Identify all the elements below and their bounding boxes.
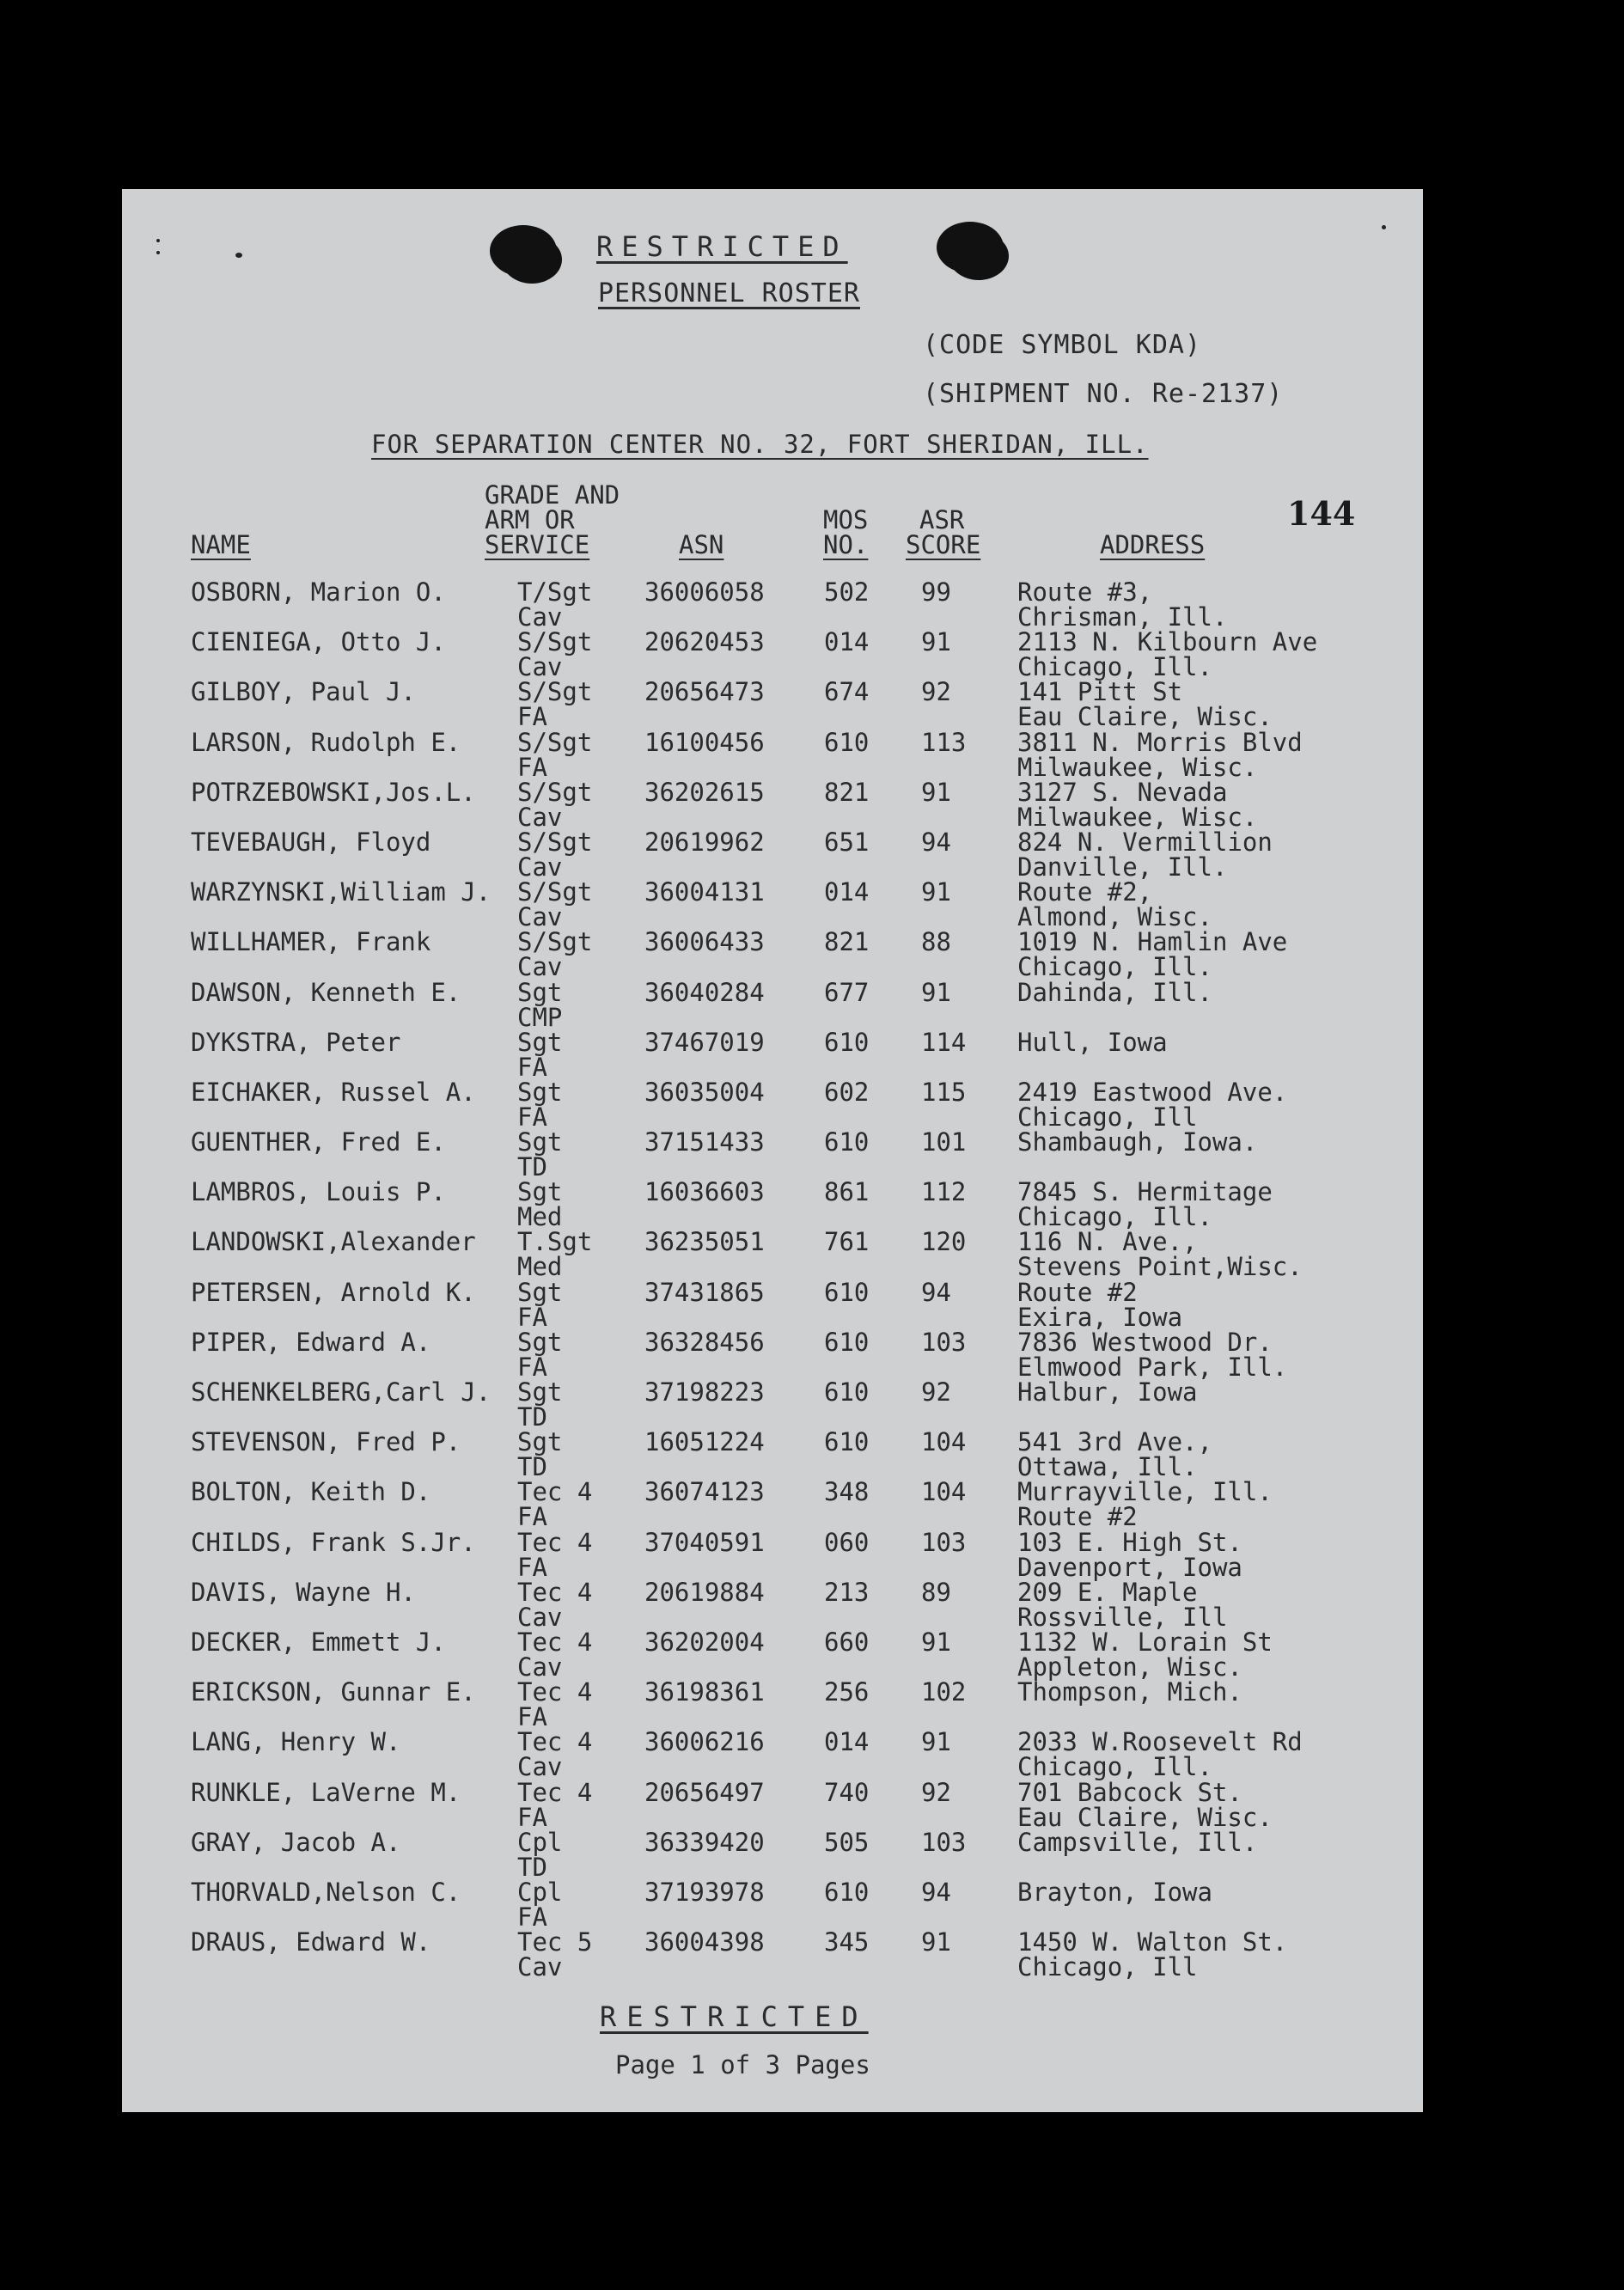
mos-number: 610 xyxy=(824,1027,870,1057)
address-line-2: Almond, Wisc. xyxy=(1017,902,1212,932)
mos-number: 861 xyxy=(824,1177,870,1207)
speck xyxy=(235,253,242,258)
arm-or-service: FA xyxy=(517,702,547,732)
roster-table xyxy=(122,577,1423,1982)
address-line-1: 2419 Eastwood Ave. xyxy=(1017,1077,1288,1107)
arm-or-service: Cav xyxy=(517,1752,563,1782)
mos-number: 740 xyxy=(824,1777,870,1807)
army-serial-number: 36040284 xyxy=(644,977,765,1007)
mos-number: 348 xyxy=(824,1477,870,1507)
arm-or-service: Cav xyxy=(517,652,563,682)
asr-score: 115 xyxy=(921,1077,967,1107)
table-row xyxy=(122,777,1423,832)
address-line-1: Halbur, Iowa xyxy=(1017,1377,1198,1407)
person-name: PETERSEN, Arnold K. xyxy=(191,1277,476,1307)
asr-score: 91 xyxy=(921,1927,951,1957)
address-line-2: Chicago, Ill xyxy=(1017,1952,1198,1982)
classification-top: RESTRICTED xyxy=(596,230,848,263)
document-page xyxy=(122,189,1423,2112)
address-line-1: Brayton, Iowa xyxy=(1017,1877,1212,1907)
arm-or-service: Cav xyxy=(517,802,563,832)
arm-or-service: TD xyxy=(517,1402,547,1432)
asr-score: 104 xyxy=(921,1477,967,1507)
person-name: GUENTHER, Fred E. xyxy=(191,1127,446,1157)
mos-number: 505 xyxy=(824,1827,870,1857)
table-row xyxy=(122,977,1423,1032)
asr-score: 91 xyxy=(921,627,951,657)
col-header-mos-2: NO. xyxy=(823,530,869,559)
person-name: THORVALD,Nelson C. xyxy=(191,1877,461,1907)
grade: Tec 4 xyxy=(517,1627,593,1657)
table-row xyxy=(122,1527,1423,1582)
arm-or-service: Cav xyxy=(517,852,563,882)
arm-or-service: Cav xyxy=(517,602,563,632)
asr-score: 120 xyxy=(921,1227,967,1257)
person-name: POTRZEBOWSKI,Jos.L. xyxy=(191,777,476,807)
grade: Tec 4 xyxy=(517,1677,593,1707)
person-name: CIENIEGA, Otto J. xyxy=(191,627,446,657)
army-serial-number: 20619962 xyxy=(644,827,765,857)
person-name: GRAY, Jacob A. xyxy=(191,1827,401,1857)
asr-score: 103 xyxy=(921,1327,967,1357)
mos-number: 610 xyxy=(824,1327,870,1357)
grade: S/Sgt xyxy=(517,627,593,657)
grade: T.Sgt xyxy=(517,1227,593,1257)
address-line-2: Chrisman, Ill. xyxy=(1017,602,1228,632)
address-line-1: 541 3rd Ave., xyxy=(1017,1427,1212,1457)
table-row xyxy=(122,1827,1423,1882)
col-header-mos-1: MOS xyxy=(823,505,869,534)
address-line-2: Rossville, Ill xyxy=(1017,1602,1228,1632)
grade: Tec 4 xyxy=(517,1777,593,1807)
person-name: LARSON, Rudolph E. xyxy=(191,727,461,757)
address-line-1: Thompson, Mich. xyxy=(1017,1677,1242,1707)
person-name: WARZYNSKI,William J. xyxy=(191,877,491,907)
army-serial-number: 20620453 xyxy=(644,627,765,657)
asr-score: 103 xyxy=(921,1827,967,1857)
asr-score: 92 xyxy=(921,677,951,707)
person-name: STEVENSON, Fred P. xyxy=(191,1427,461,1457)
person-name: WILLHAMER, Frank xyxy=(191,927,431,957)
address-line-1: Campsville, Ill. xyxy=(1017,1827,1258,1857)
mos-number: 761 xyxy=(824,1227,870,1257)
table-row xyxy=(122,1177,1423,1232)
army-serial-number: 16036603 xyxy=(644,1177,765,1207)
grade: Sgt xyxy=(517,1027,563,1057)
asr-score: 92 xyxy=(921,1377,951,1407)
address-line-1: 103 E. High St. xyxy=(1017,1527,1242,1557)
person-name: DYKSTRA, Peter xyxy=(191,1027,401,1057)
army-serial-number: 20619884 xyxy=(644,1577,765,1607)
mos-number: 660 xyxy=(824,1627,870,1657)
person-name: EICHAKER, Russel A. xyxy=(191,1077,476,1107)
address-line-2: Eau Claire, Wisc. xyxy=(1017,1802,1273,1832)
table-row xyxy=(122,1577,1423,1632)
address-line-1: 116 N. Ave., xyxy=(1017,1227,1198,1257)
address-line-2: Stevens Point,Wisc. xyxy=(1017,1252,1303,1282)
page-info: Page 1 of 3 Pages xyxy=(615,2050,870,2079)
army-serial-number: 36004131 xyxy=(644,877,765,907)
arm-or-service: Cav xyxy=(517,902,563,932)
address-line-2: Milwaukee, Wisc. xyxy=(1017,802,1258,832)
table-row xyxy=(122,1427,1423,1482)
arm-or-service: TD xyxy=(517,1852,547,1882)
grade: S/Sgt xyxy=(517,877,593,907)
army-serial-number: 36198361 xyxy=(644,1677,765,1707)
person-name: RUNKLE, LaVerne M. xyxy=(191,1777,461,1807)
arm-or-service: FA xyxy=(517,752,547,782)
army-serial-number: 36202004 xyxy=(644,1627,765,1657)
person-name: CHILDS, Frank S.Jr. xyxy=(191,1527,476,1557)
army-serial-number: 36339420 xyxy=(644,1827,765,1857)
address-line-2: Chicago, Ill. xyxy=(1017,1202,1212,1232)
speck xyxy=(156,239,160,242)
col-header-grade-3: SERVICE xyxy=(485,530,590,559)
person-name: SCHENKELBERG,Carl J. xyxy=(191,1377,491,1407)
address-line-1: 2113 N. Kilbourn Ave xyxy=(1017,627,1318,657)
arm-or-service: FA xyxy=(517,1302,547,1332)
asr-score: 94 xyxy=(921,1277,951,1307)
asr-score: 91 xyxy=(921,877,951,907)
table-row xyxy=(122,577,1423,632)
army-serial-number: 37467019 xyxy=(644,1027,765,1057)
army-serial-number: 16100456 xyxy=(644,727,765,757)
asr-score: 103 xyxy=(921,1527,967,1557)
army-serial-number: 36004398 xyxy=(644,1927,765,1957)
address-line-1: 824 N. Vermillion xyxy=(1017,827,1273,857)
arm-or-service: FA xyxy=(517,1802,547,1832)
army-serial-number: 37151433 xyxy=(644,1127,765,1157)
grade: S/Sgt xyxy=(517,827,593,857)
address-line-1: 141 Pitt St xyxy=(1017,677,1183,707)
mos-number: 345 xyxy=(824,1927,870,1957)
asr-score: 102 xyxy=(921,1677,967,1707)
col-header-grade-2: ARM OR xyxy=(485,505,575,534)
grade: Sgt xyxy=(517,1127,563,1157)
table-row xyxy=(122,677,1423,732)
table-row xyxy=(122,727,1423,782)
address-line-2: Eau Claire, Wisc. xyxy=(1017,702,1273,732)
asr-score: 112 xyxy=(921,1177,967,1207)
grade: Tec 4 xyxy=(517,1477,593,1507)
army-serial-number: 36202615 xyxy=(644,777,765,807)
mos-number: 610 xyxy=(824,1377,870,1407)
grade: Cpl xyxy=(517,1877,563,1907)
army-serial-number: 37198223 xyxy=(644,1377,765,1407)
address-line-2: Exira, Iowa xyxy=(1017,1302,1183,1332)
grade: S/Sgt xyxy=(517,727,593,757)
table-row xyxy=(122,1727,1423,1782)
person-name: ERICKSON, Gunnar E. xyxy=(191,1677,476,1707)
arm-or-service: Cav xyxy=(517,952,563,982)
address-line-2: Davenport, Iowa xyxy=(1017,1552,1242,1582)
army-serial-number: 36074123 xyxy=(644,1477,765,1507)
person-name: TEVEBAUGH, Floyd xyxy=(191,827,431,857)
arm-or-service: TD xyxy=(517,1152,547,1182)
arm-or-service: Med xyxy=(517,1202,563,1232)
person-name: BOLTON, Keith D. xyxy=(191,1477,431,1507)
arm-or-service: Med xyxy=(517,1252,563,1282)
table-row xyxy=(122,1327,1423,1382)
address-line-1: 1450 W. Walton St. xyxy=(1017,1927,1288,1957)
table-row xyxy=(122,877,1423,932)
grade: Tec 5 xyxy=(517,1927,593,1957)
army-serial-number: 37040591 xyxy=(644,1527,765,1557)
arm-or-service: FA xyxy=(517,1052,547,1082)
address-line-1: 209 E. Maple xyxy=(1017,1577,1198,1607)
mos-number: 610 xyxy=(824,1427,870,1457)
address-line-1: 7845 S. Hermitage xyxy=(1017,1177,1273,1207)
asr-score: 113 xyxy=(921,727,967,757)
col-header-name: NAME xyxy=(191,530,251,559)
address-line-1: 7836 Westwood Dr. xyxy=(1017,1327,1273,1357)
col-header-grade-1: GRADE AND xyxy=(485,480,620,510)
grade: S/Sgt xyxy=(517,677,593,707)
mos-number: 256 xyxy=(824,1677,870,1707)
grade: Sgt xyxy=(517,1277,563,1307)
address-line-1: Route #2 xyxy=(1017,1277,1138,1307)
person-name: DAVIS, Wayne H. xyxy=(191,1577,416,1607)
address-line-1: Shambaugh, Iowa. xyxy=(1017,1127,1258,1157)
asr-score: 94 xyxy=(921,827,951,857)
grade: Sgt xyxy=(517,1177,563,1207)
asr-score: 99 xyxy=(921,577,951,607)
arm-or-service: FA xyxy=(517,1902,547,1932)
asr-score: 91 xyxy=(921,977,951,1007)
army-serial-number: 20656497 xyxy=(644,1777,765,1807)
address-line-1: 3811 N. Morris Blvd xyxy=(1017,727,1303,757)
person-name: DRAUS, Edward W. xyxy=(191,1927,431,1957)
asr-score: 94 xyxy=(921,1877,951,1907)
address-line-1: 1132 W. Lorain St xyxy=(1017,1627,1273,1657)
asr-score: 114 xyxy=(921,1027,967,1057)
mos-number: 610 xyxy=(824,1277,870,1307)
address-line-1: Route #3, xyxy=(1017,577,1153,607)
grade: Cpl xyxy=(517,1827,563,1857)
mos-number: 610 xyxy=(824,1877,870,1907)
army-serial-number: 36035004 xyxy=(644,1077,765,1107)
mos-number: 014 xyxy=(824,877,870,907)
col-header-asr-2: SCORE xyxy=(906,530,981,559)
army-serial-number: 36328456 xyxy=(644,1327,765,1357)
mos-number: 213 xyxy=(824,1577,870,1607)
person-name: OSBORN, Marion O. xyxy=(191,577,446,607)
grade: Tec 4 xyxy=(517,1527,593,1557)
mos-number: 060 xyxy=(824,1527,870,1557)
mos-number: 502 xyxy=(824,577,870,607)
address-line-1: Dahinda, Ill. xyxy=(1017,977,1212,1007)
person-name: LANDOWSKI,Alexander xyxy=(191,1227,476,1257)
mos-number: 821 xyxy=(824,777,870,807)
table-row xyxy=(122,1027,1423,1082)
table-row xyxy=(122,1277,1423,1332)
address-line-1: 2033 W.Roosevelt Rd xyxy=(1017,1727,1303,1757)
army-serial-number: 37431865 xyxy=(644,1277,765,1307)
arm-or-service: TD xyxy=(517,1452,547,1482)
shipment-number: (SHIPMENT NO. Re-2137) xyxy=(923,379,1284,409)
army-serial-number: 36235051 xyxy=(644,1227,765,1257)
grade: S/Sgt xyxy=(517,777,593,807)
mos-number: 674 xyxy=(824,677,870,707)
address-line-1: Murrayville, Ill. xyxy=(1017,1477,1273,1507)
table-row xyxy=(122,1627,1423,1682)
table-row xyxy=(122,827,1423,882)
person-name: LANG, Henry W. xyxy=(191,1727,401,1757)
code-symbol: (CODE SYMBOL KDA) xyxy=(923,330,1202,360)
mos-number: 014 xyxy=(824,1727,870,1757)
col-header-asn: ASN xyxy=(679,530,724,559)
table-row xyxy=(122,1127,1423,1182)
asr-score: 91 xyxy=(921,1727,951,1757)
address-line-2: Milwaukee, Wisc. xyxy=(1017,752,1258,782)
table-row xyxy=(122,1777,1423,1832)
address-line-1: 1019 N. Hamlin Ave xyxy=(1017,927,1288,957)
table-row xyxy=(122,927,1423,982)
army-serial-number: 37193978 xyxy=(644,1877,765,1907)
address-line-1: Route #2, xyxy=(1017,877,1153,907)
asr-score: 104 xyxy=(921,1427,967,1457)
address-line-2: Chicago, Ill xyxy=(1017,1102,1198,1132)
grade: T/Sgt xyxy=(517,577,593,607)
army-serial-number: 36006216 xyxy=(644,1727,765,1757)
arm-or-service: Cav xyxy=(517,1652,563,1682)
table-row xyxy=(122,1677,1423,1732)
address-line-2: Route #2 xyxy=(1017,1502,1138,1532)
asr-score: 92 xyxy=(921,1777,951,1807)
ink-blot-right xyxy=(937,222,1004,273)
classification-bottom: RESTRICTED xyxy=(600,2000,869,2033)
address-line-2: Chicago, Ill. xyxy=(1017,652,1212,682)
mos-number: 821 xyxy=(824,927,870,957)
asr-score: 91 xyxy=(921,777,951,807)
army-serial-number: 16051224 xyxy=(644,1427,765,1457)
arm-or-service: FA xyxy=(517,1102,547,1132)
army-serial-number: 20656473 xyxy=(644,677,765,707)
speck xyxy=(1382,225,1386,229)
mos-number: 602 xyxy=(824,1077,870,1107)
table-row xyxy=(122,1927,1423,1982)
address-line-2: Danville, Ill. xyxy=(1017,852,1228,882)
table-row xyxy=(122,1377,1423,1432)
person-name: DAWSON, Kenneth E. xyxy=(191,977,461,1007)
col-header-address: ADDRESS xyxy=(1100,530,1206,559)
asr-score: 101 xyxy=(921,1127,967,1157)
arm-or-service: FA xyxy=(517,1702,547,1732)
arm-or-service: CMP xyxy=(517,1002,563,1032)
document-title: PERSONNEL ROSTER xyxy=(598,278,860,308)
col-header-asr-1: ASR xyxy=(919,505,965,534)
mos-number: 610 xyxy=(824,727,870,757)
person-name: DECKER, Emmett J. xyxy=(191,1627,446,1657)
grade: Sgt xyxy=(517,1427,563,1457)
ink-blot-left xyxy=(490,225,557,277)
arm-or-service: FA xyxy=(517,1502,547,1532)
arm-or-service: Cav xyxy=(517,1602,563,1632)
speck xyxy=(156,251,160,254)
table-row xyxy=(122,1477,1423,1532)
grade: Tec 4 xyxy=(517,1577,593,1607)
grade: Sgt xyxy=(517,1327,563,1357)
address-line-2: Appleton, Wisc. xyxy=(1017,1652,1242,1682)
destination-line: FOR SEPARATION CENTER NO. 32, FORT SHERIDAN, ILL. xyxy=(371,430,1149,459)
table-row xyxy=(122,627,1423,682)
table-row xyxy=(122,1877,1423,1932)
address-line-2: Chicago, Ill. xyxy=(1017,952,1212,982)
arm-or-service: FA xyxy=(517,1352,547,1382)
asr-score: 88 xyxy=(921,927,951,957)
grade: Tec 4 xyxy=(517,1727,593,1757)
grade: S/Sgt xyxy=(517,927,593,957)
table-row xyxy=(122,1227,1423,1282)
asr-score: 91 xyxy=(921,1627,951,1657)
mos-number: 677 xyxy=(824,977,870,1007)
asr-score: 89 xyxy=(921,1577,951,1607)
grade: Sgt xyxy=(517,977,563,1007)
army-serial-number: 36006433 xyxy=(644,927,765,957)
address-line-2: Ottawa, Ill. xyxy=(1017,1452,1198,1482)
arm-or-service: Cav xyxy=(517,1952,563,1982)
army-serial-number: 36006058 xyxy=(644,577,765,607)
address-line-1: Hull, Iowa xyxy=(1017,1027,1168,1057)
person-name: LAMBROS, Louis P. xyxy=(191,1177,446,1207)
person-name: PIPER, Edward A. xyxy=(191,1327,431,1357)
arm-or-service: FA xyxy=(517,1552,547,1582)
address-line-1: 3127 S. Nevada xyxy=(1017,777,1228,807)
address-line-1: 701 Babcock St. xyxy=(1017,1777,1242,1807)
grade: Sgt xyxy=(517,1377,563,1407)
table-row xyxy=(122,1077,1423,1132)
mos-number: 014 xyxy=(824,627,870,657)
person-name: GILBOY, Paul J. xyxy=(191,677,416,707)
mos-number: 610 xyxy=(824,1127,870,1157)
page-number-stamp: 144 xyxy=(1287,494,1356,533)
mos-number: 651 xyxy=(824,827,870,857)
grade: Sgt xyxy=(517,1077,563,1107)
address-line-2: Elmwood Park, Ill. xyxy=(1017,1352,1288,1382)
address-line-2: Chicago, Ill. xyxy=(1017,1752,1212,1782)
